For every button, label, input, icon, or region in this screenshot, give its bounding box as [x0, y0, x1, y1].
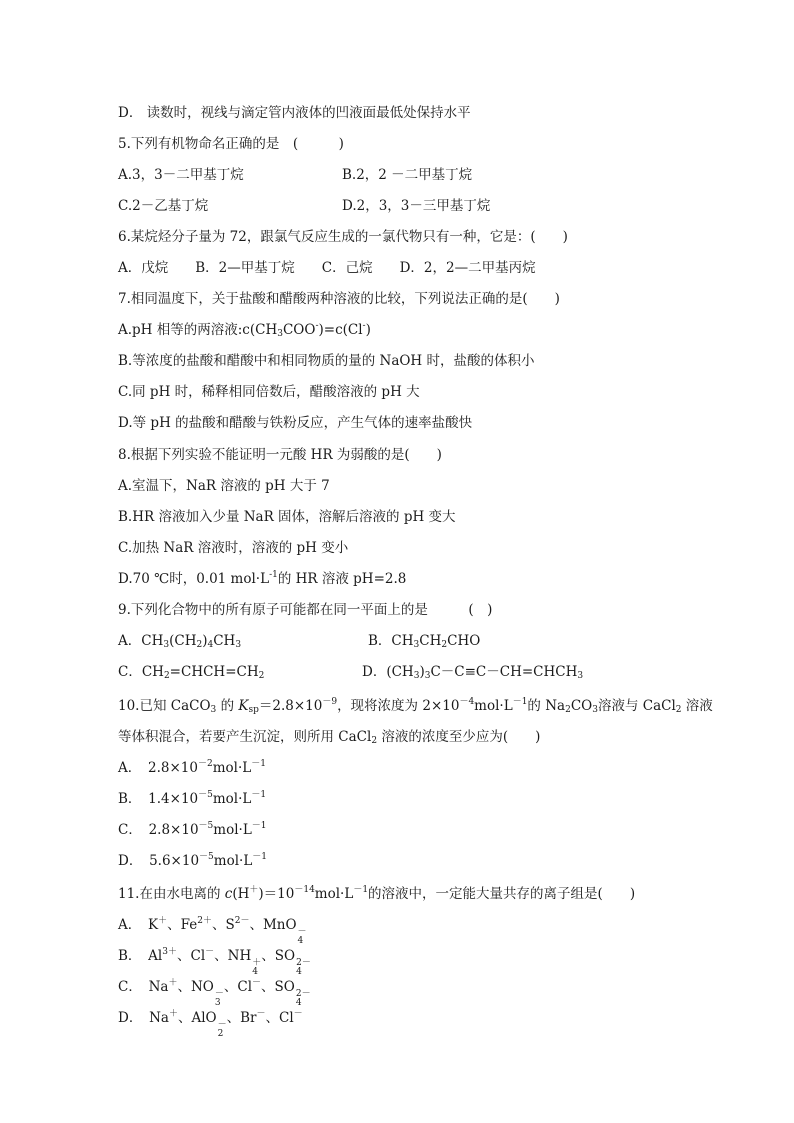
text: B.2，2 －二甲基丁烷	[342, 167, 473, 183]
q8-option-d: D.70 ℃时，0.01 $mol\cdot L^{-1}$的 HR 溶液 pH=2.8	[118, 570, 407, 587]
q11-option-c: C． Na＋、NO － 3 、Cl－、SO 2－ 4	[118, 978, 311, 1008]
text: A.3，3－二甲基丁烷	[118, 167, 244, 183]
q8-option-c	[118, 539, 348, 557]
q10-option-d: D． $5.6\times 10^{-5}mol\cdot L^{-1}$	[118, 852, 268, 869]
q5-option-d	[342, 197, 490, 215]
text: A.室温下，NaR 溶液的 pH 大于 7	[118, 478, 330, 494]
q5-option-c	[118, 197, 208, 215]
q7-option-b	[118, 352, 535, 370]
q8-option-b	[118, 508, 456, 526]
q10-stem-line2: 等体积混合，若要产生沉淀，则所用 CaCl$_2$ 溶液的浓度至少应为( )	[118, 729, 541, 746]
q10-stem-line1: 10.已知 CaCO$_3$ 的 $K_{sp}=2.8\times 10^{-9}$，现将浓度为 $2\times 10^{-4}mol\cdot L^{-1}$的 $Na_2CO_3$溶液与 CaCl$_2$ 溶液	[118, 697, 713, 715]
q10-option-c: C． $2.8\times 10^{-5}mol\cdot L^{-1}$	[118, 821, 267, 838]
q10-option-b: B． $1.4\times 10^{-5}mol\cdot L^{-1}$	[118, 790, 267, 807]
text: 9.下列化合物中的所有原子可能都在同一平面上的是 ( )	[118, 602, 493, 618]
text: D.等 pH 的盐酸和醋酸与铁粉反应，产生气体的速率盐酸快	[118, 415, 473, 431]
text: D． 读数时，视线与滴定管内液体的凹液面最低处保持水平	[118, 105, 471, 121]
text: C.加热 NaR 溶液时，溶液的 pH 变小	[118, 540, 349, 556]
text: C.2－乙基丁烷	[118, 198, 209, 214]
q11-option-d: D． Na＋、AlO － 2 、Br－、Cl－	[118, 1009, 303, 1039]
q7-option-a: A.pH 相等的两溶液$:c(CH_3COO^-)=c(Cl^-)$	[118, 321, 371, 339]
text: C.同 pH 时，稀释相同倍数后，醋酸溶液的 pH 大	[118, 384, 420, 400]
q10-option-a: A． $2.8\times 10^{-2}mol\cdot L^{-1}$	[118, 759, 266, 776]
q7-stem	[118, 290, 560, 308]
q4-option-d	[118, 104, 471, 122]
q11-option-a: A． K＋、$Fe^{2+}$、$S^{2-}$、MnO － 4	[118, 916, 307, 946]
text: 7.相同温度下，关于盐酸和醋酸两种溶液的比较，下列说法正确的是( )	[118, 291, 560, 307]
text: 8.根据下列实验不能证明一元酸 HR 为弱酸的是( )	[118, 447, 442, 463]
text: A．戊烷 B．2—甲基丁烷 C．己烷 D．2，2—二甲基丙烷	[118, 260, 536, 276]
q9-option-c: C．$CH_2=CHCH=CH_2$	[118, 664, 265, 681]
text: D.2，3，3－三甲基丁烷	[342, 198, 491, 214]
q5-stem	[118, 135, 344, 153]
q9-option-b: B．$CH_3CH_2CHO$	[368, 633, 481, 650]
q8-option-a	[118, 477, 330, 495]
q11-option-b: B． $Al^{3+}$、Cl－、NH ＋ 4 、SO 2－ 4	[118, 947, 311, 977]
q5-option-b	[342, 166, 472, 184]
q7-option-d	[118, 414, 472, 432]
q11-stem: 11.在由水电离的 $c(H^+)=10^{-14}mol\cdot L^{-1}$的溶液中，一定能大量共存的离子组是( )	[118, 885, 636, 902]
q6-options	[118, 259, 536, 277]
q6-stem	[118, 228, 568, 246]
q9-option-a: A．$CH_3(CH_2)_4CH_3$	[118, 633, 242, 650]
q9-stem	[118, 601, 492, 619]
q8-stem	[118, 446, 442, 464]
text: B.等浓度的盐酸和醋酸中和相同物质的量的 NaOH 时，盐酸的体积小	[118, 353, 535, 369]
text: B.HR 溶液加入少量 NaR 固体，溶解后溶液的 pH 变大	[118, 509, 456, 525]
q7-option-c	[118, 383, 420, 401]
text: 6.某烷烃分子量为 72，跟氯气反应生成的一氯代物只有一种，它是：( )	[118, 229, 568, 245]
text: 5.下列有机物命名正确的是 ( )	[118, 136, 344, 152]
q9-option-d: D．$(CH_3)_3C-C\equiv C-CH=CHCH_3$	[362, 664, 584, 681]
q5-option-a	[118, 166, 244, 184]
